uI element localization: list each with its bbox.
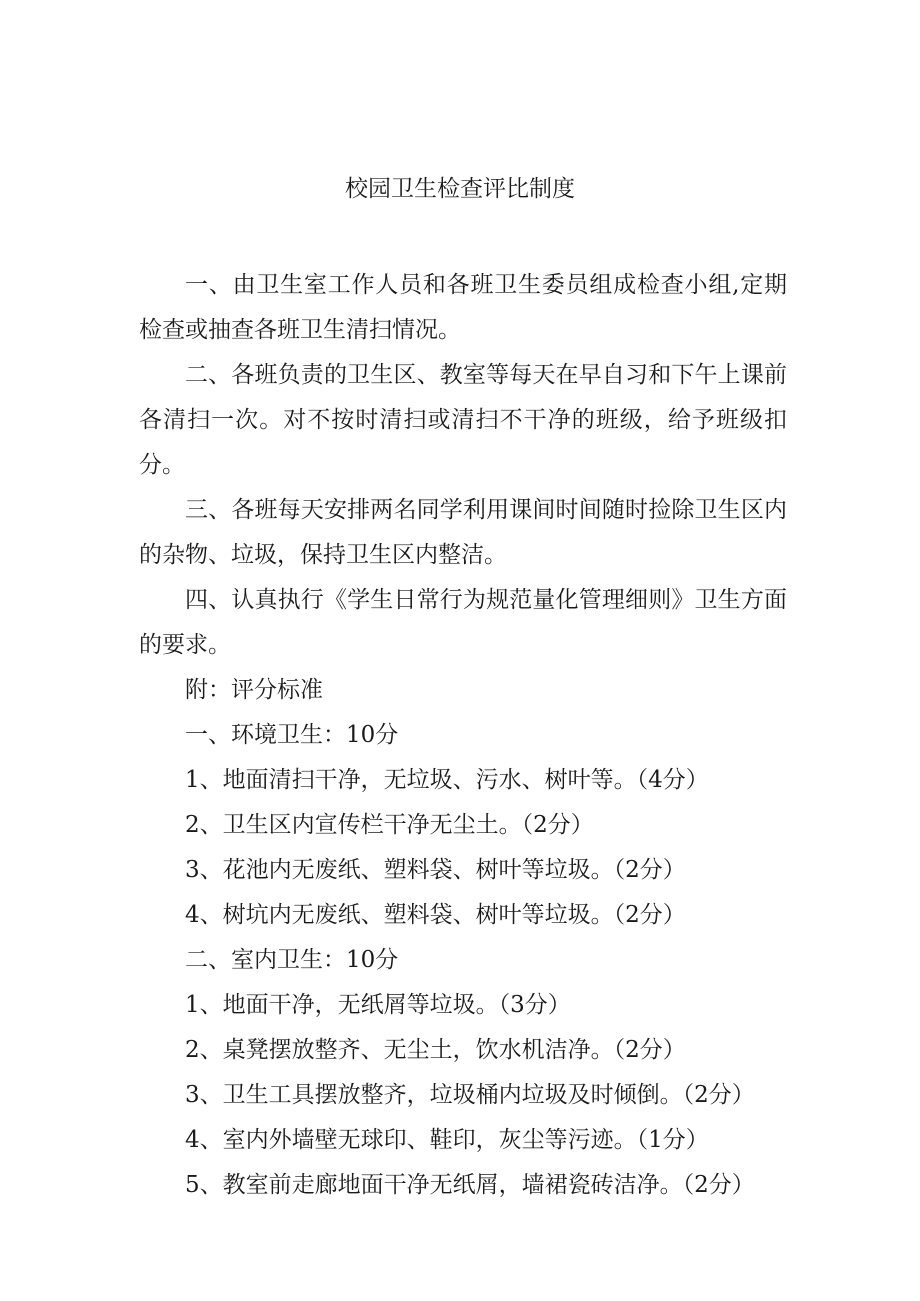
list-item: 1、地面干净，无纸屑等垃圾。（3分）	[185, 992, 571, 1018]
list-item: 2、卫生区内宣传栏干净无尘土。（2分）	[185, 812, 594, 838]
list-item: 4、树坑内无废纸、塑料袋、树叶等垃圾。（2分）	[185, 902, 686, 928]
paragraph-3: 三、各班每天安排两名同学利用课间时间随时捡除卫生区内的杂物、垃圾，保持卫生区内整洁。	[139, 497, 787, 568]
appendix-heading: 附：评分标准	[185, 677, 323, 703]
list-item: 5、教室前走廊地面干净无纸屑，墙裙瓷砖洁净。（2分）	[185, 1172, 755, 1198]
list-item: 4、室内外墙壁无球印、鞋印，灰尘等污迹。（1分）	[185, 1127, 709, 1153]
list-item: 3、卫生工具摆放整齐，垃圾桶内垃圾及时倾倒。（2分）	[185, 1082, 755, 1108]
paragraph-4: 四、认真执行《学生日常行为规范量化管理细则》卫生方面的要求。	[139, 587, 787, 658]
paragraph-2: 二、各班负责的卫生区、教室等每天在早自习和下午上课前各清扫一次。对不按时清扫或清扫不干净的班级，给予班级扣分。	[139, 362, 787, 478]
list-item: 3、花池内无废纸、塑料袋、树叶等垃圾。（2分）	[185, 857, 686, 883]
document-title: 校园卫生检查评比制度	[345, 176, 575, 202]
document-body	[139, 263, 787, 1208]
section-heading-environment: 一、环境卫生：10分	[185, 722, 399, 748]
section-heading-indoor: 二、室内卫生：10分	[185, 947, 399, 973]
paragraph-1: 一、由卫生室工作人员和各班卫生委员组成检查小组,定期检查或抽查各班卫生清扫情况。	[139, 272, 787, 343]
list-item: 1、地面清扫干净，无垃圾、污水、树叶等。（4分）	[185, 767, 709, 793]
list-item: 2、桌凳摆放整齐、无尘土，饮水机洁净。（2分）	[185, 1037, 686, 1063]
